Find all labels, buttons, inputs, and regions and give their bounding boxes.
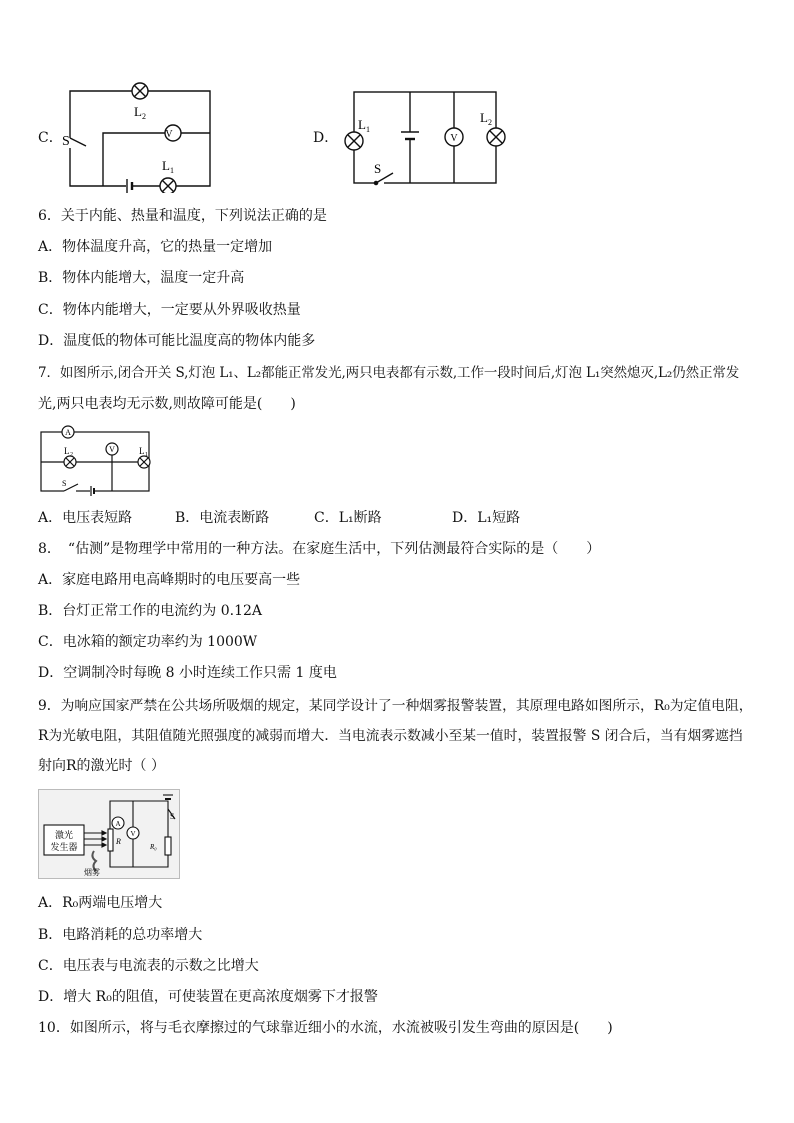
lamp-subscript: 2 [70, 452, 73, 458]
switch-label: S [62, 479, 67, 488]
q7-option-d: D．L₁短路 [452, 510, 521, 526]
q9-stem-line3: 射向R的激光时（ ） [38, 758, 165, 774]
q7-option-a: A．电压表短路 [38, 510, 133, 526]
ammeter-label: A [115, 820, 121, 828]
q5-option-c-label: C． [38, 130, 63, 146]
q9-circuit [38, 789, 180, 879]
switch-label: S [62, 134, 70, 149]
resistor-r0-label: R₀ [150, 843, 157, 851]
q6-option-a: A．物体温度升高，它的热量一定增加 [38, 239, 273, 255]
q10-stem: 10．如图所示，将与毛衣摩擦过的气球靠近细小的水流，水流被吸引发生弯曲的原因是( ) [38, 1020, 613, 1036]
q7-option-c: C．L₁断路 [314, 510, 382, 526]
q5-circuit-c [58, 78, 223, 193]
q8-option-d: D．空调制冷时每晚 8 小时连续工作只需 1 度电 [38, 665, 337, 681]
voltmeter-label: V [165, 129, 173, 140]
q7-circuit [36, 423, 154, 497]
ammeter-label: A [65, 428, 71, 437]
q8-option-a: A．家庭电路用电高峰期时的电压要高一些 [38, 572, 301, 588]
q6-option-b: B．物体内能增大，温度一定升高 [38, 270, 245, 286]
q8-option-c: C．电冰箱的额定功率约为 1000W [38, 634, 258, 650]
lamp-subscript: 1 [366, 125, 370, 134]
q9-option-b: B．电路消耗的总功率增大 [38, 927, 203, 943]
lamp-label: L [162, 158, 170, 173]
lamp-label: L [358, 117, 366, 132]
q8-option-b: B．台灯正常工作的电流约为 0.12A [38, 603, 263, 619]
q9-option-a: A．R₀两端电压增大 [38, 895, 163, 911]
q9-option-d: D．增大 R₀的阻值，可使装置在更高浓度烟雾下才报警 [38, 989, 378, 1005]
q7-stem-line1: 7．如图所示,闭合开关 S,灯泡 L₁、L₂都能正常发光,两只电表都有示数,工作一段时间后,灯泡 L₁突然熄灭,L₂仍然正常发 [38, 365, 740, 381]
q5-option-d-label: D． [313, 130, 339, 146]
q8-stem: 8． “估测”是物理学中常用的一种方法。在家庭生活中，下列估测最符合实际的是（ ） [38, 541, 601, 557]
laser-label-line1: 激光 [54, 830, 74, 840]
lamp-label: L [64, 446, 70, 456]
resistor-r-label: R [116, 837, 121, 846]
lamp-subscript: 2 [488, 118, 492, 127]
q6-option-c: C．物体内能增大，一定要从外界吸收热量 [38, 302, 301, 318]
voltmeter-label: V [109, 445, 115, 454]
lamp-subscript: 1 [145, 452, 148, 458]
smoke-label: 烟雾 [84, 868, 100, 877]
switch-label: S [374, 161, 382, 176]
lamp-label: L [134, 104, 142, 119]
voltmeter-label: V [450, 133, 458, 144]
laser-label-line2: 发生器 [50, 842, 78, 852]
q7-option-b: B．电流表断路 [175, 510, 270, 526]
q5-circuit-d [338, 85, 510, 190]
voltmeter-label: V [130, 830, 136, 838]
lamp-label: L [480, 110, 488, 125]
lamp-subscript: 1 [170, 166, 174, 175]
q7-stem-line2: 光,两只电表均无示数,则故障可能是( ) [38, 396, 296, 412]
q9-stem-line2: R为光敏电阻，其阻值随光照强度的减弱而增大．当电流表示数减小至某一值时，装置报警 S 闭合后，当有烟雾遮挡 [38, 728, 743, 744]
q6-option-d: D．温度低的物体可能比温度高的物体内能多 [38, 333, 316, 349]
q9-option-c: C．电压表与电流表的示数之比增大 [38, 958, 259, 974]
q6-stem: 6．关于内能、热量和温度，下列说法正确的是 [38, 208, 327, 224]
lamp-subscript: 2 [142, 112, 146, 121]
q9-stem-line1: 9．为响应国家严禁在公共场所吸烟的规定，某同学设计了一种烟雾报警装置，其原理电路如图所示，R₀为定值电阻， [38, 698, 753, 714]
switch-label: S [170, 812, 175, 821]
lamp-label: L [139, 446, 145, 456]
